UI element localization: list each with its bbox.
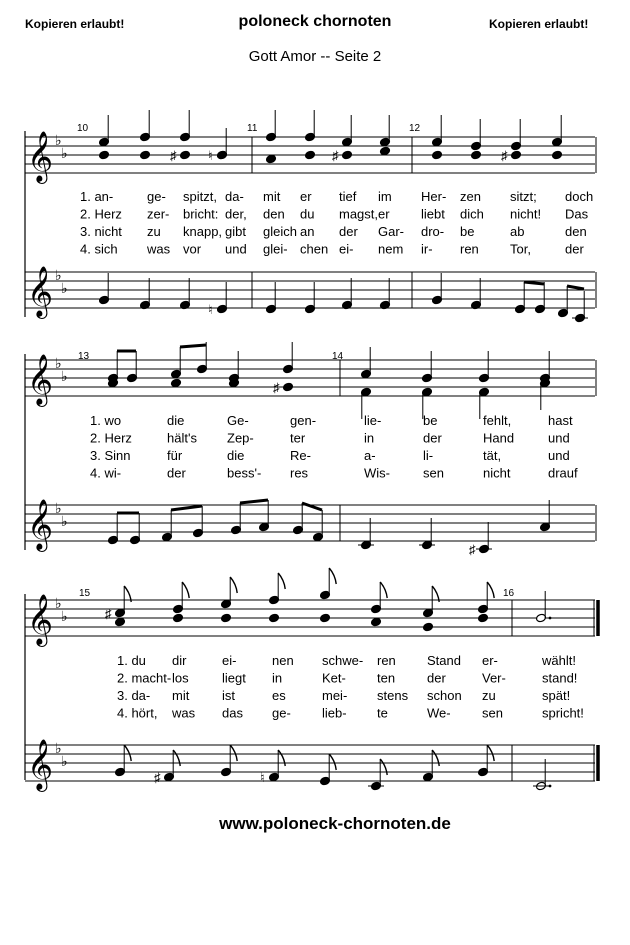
note (511, 119, 522, 151)
lyric-syllable: Tor, (510, 241, 531, 257)
note (105, 586, 131, 621)
note (469, 522, 492, 557)
flag (230, 577, 237, 593)
lyric-syllable: und (225, 241, 247, 257)
flat-icon: ♭ (55, 267, 62, 283)
natural-icon: ♮ (208, 302, 213, 317)
lyric-syllable: in (364, 430, 375, 446)
note (515, 282, 526, 314)
lyric-syllable: stand! (542, 670, 578, 686)
flag (487, 745, 494, 761)
beam (567, 286, 584, 289)
note (221, 577, 238, 609)
note (423, 750, 440, 782)
note (305, 150, 316, 160)
lyric-syllable: die (227, 448, 245, 463)
note (371, 617, 382, 627)
lyric-syllable: Stand (427, 653, 461, 668)
lyric-syllable: liebt (421, 206, 445, 222)
notehead (552, 150, 563, 160)
sharp-icon: ♯ (105, 606, 112, 621)
note (320, 613, 331, 623)
note (478, 613, 489, 623)
note (533, 759, 551, 791)
lyric-syllable: Ver- (482, 670, 506, 686)
notehead (371, 617, 382, 627)
staff (25, 500, 595, 552)
lyric-syllable: da- (225, 189, 244, 204)
note (432, 115, 443, 147)
lyric-syllable: ten (377, 670, 396, 686)
note (380, 115, 391, 147)
note (180, 278, 191, 310)
lyric-syllable: hält's (167, 430, 197, 446)
lyric-syllable: 2. macht- (117, 670, 172, 686)
lyric-syllable: drauf (548, 465, 578, 481)
lyric-syllable: es (272, 688, 286, 703)
note (130, 513, 141, 545)
lyric-syllable: tief (339, 189, 357, 204)
flat-icon: ♭ (61, 513, 68, 529)
beam (240, 500, 268, 503)
lyric-syllable: Gar- (378, 224, 404, 239)
notehead (99, 150, 110, 160)
notehead (266, 154, 277, 164)
note (432, 150, 443, 160)
measure-number: 10 (77, 123, 89, 134)
note (140, 110, 151, 142)
lyric-syllable: Zep- (227, 430, 254, 446)
note (193, 506, 204, 538)
lyric-syllable: Wis- (364, 465, 390, 481)
lyric-syllable: be (423, 413, 438, 428)
website-url[interactable]: www.poloneck-chornoten.de (219, 814, 451, 833)
staff (25, 595, 595, 647)
note (127, 351, 138, 383)
song-subtitle: Gott Amor -- Seite 2 (248, 48, 382, 65)
lyric-syllable: Her- (421, 189, 447, 204)
flat-icon: ♭ (61, 145, 68, 161)
flag (380, 759, 387, 775)
lyric-syllable: doch (565, 189, 594, 204)
measure-number: 14 (332, 351, 344, 362)
notehead (320, 613, 331, 623)
note (432, 273, 443, 305)
lyric-syllable: 1. wo (90, 413, 122, 428)
note (115, 617, 126, 627)
lyric-syllable: los (172, 670, 189, 686)
treble-clef-icon: 𝄞 (27, 595, 54, 644)
lyric-syllable: wählt! (542, 653, 576, 668)
note (342, 115, 353, 147)
note (305, 110, 316, 142)
beam (180, 345, 206, 347)
note (342, 278, 353, 310)
note (173, 613, 184, 623)
measure-number: 16 (503, 588, 515, 599)
note (422, 351, 433, 383)
note (162, 510, 173, 542)
lyric-syllable: Ket- (322, 670, 346, 686)
measure-number: 13 (78, 351, 90, 362)
beam (171, 506, 202, 510)
flat-icon: ♭ (61, 280, 68, 296)
measure-number: 15 (79, 588, 91, 599)
lyric-syllable: bricht: (183, 206, 219, 222)
note (208, 148, 227, 163)
note (293, 503, 304, 535)
notehead (221, 613, 232, 623)
note (305, 282, 316, 314)
flat-icon: ♭ (55, 132, 62, 148)
lyric-syllable: nicht! (510, 206, 542, 222)
notehead (283, 382, 294, 392)
lyric-syllable: hast (548, 413, 573, 428)
lyric-syllable: lie- (364, 413, 382, 428)
note (221, 613, 232, 623)
lyric-syllable: ren (460, 241, 479, 257)
flat-icon: ♭ (61, 608, 68, 624)
lyric-syllable: bess'- (227, 465, 262, 481)
flat-icon: ♭ (61, 753, 68, 769)
lyric-syllable: li- (423, 448, 434, 463)
lyric-syllable: Re- (290, 448, 311, 463)
note (471, 150, 482, 160)
lyric-syllable: chen (300, 241, 329, 257)
note (423, 586, 440, 618)
note (154, 750, 180, 785)
lyric-syllable: der, (225, 206, 247, 222)
notehead (471, 150, 482, 160)
lyric-syllable: das (222, 705, 243, 721)
notehead (269, 613, 280, 623)
note (313, 510, 324, 542)
note (108, 351, 119, 383)
note (423, 622, 434, 632)
lyric-syllable: zer- (147, 206, 170, 222)
notehead (305, 150, 316, 160)
lyric-syllable: We- (427, 705, 451, 721)
note (180, 110, 191, 142)
lyric-syllable: 3. da- (117, 688, 151, 703)
natural-icon: ♮ (208, 148, 213, 163)
lyric-syllable: res (290, 465, 309, 481)
notehead (173, 613, 184, 623)
beam (524, 282, 544, 284)
flag (329, 754, 336, 770)
lyric-syllable: der (427, 670, 446, 686)
sharp-icon: ♯ (469, 542, 476, 557)
lyric-syllable: gen- (290, 413, 317, 428)
note (320, 568, 337, 600)
lyric-syllable: ter (290, 430, 306, 446)
staff (25, 740, 595, 792)
lyric-syllable: ge- (147, 189, 166, 204)
flag (380, 582, 387, 598)
lyric-syllable: nem (378, 241, 404, 257)
flag (432, 750, 439, 766)
lyric-syllable: mit (172, 688, 190, 703)
notehead (115, 617, 126, 627)
lyric-syllable: spitzt, (183, 189, 217, 204)
beam (302, 503, 322, 510)
lyric-syllable: 3. nicht (80, 224, 122, 239)
note (170, 148, 190, 163)
note (368, 759, 387, 791)
lyric-syllable: sen (482, 705, 503, 721)
note (283, 342, 294, 374)
lyric-syllable: nicht (483, 465, 511, 481)
note (99, 115, 110, 147)
note (273, 380, 293, 395)
flat-icon: ♭ (55, 595, 62, 611)
notehead (380, 146, 391, 156)
flag (278, 750, 285, 766)
flag (230, 745, 237, 761)
note (558, 286, 569, 318)
sharp-icon: ♯ (332, 148, 339, 163)
note (266, 282, 277, 314)
lyric-syllable: er (300, 189, 312, 204)
note (471, 119, 482, 151)
lyric-syllable: der (423, 430, 442, 446)
lyric-syllable: nen (272, 653, 294, 668)
lyric-syllable: und (548, 430, 570, 446)
copy-permission-left: Kopieren erlaubt! (25, 17, 125, 31)
flag (124, 745, 131, 761)
lyric-syllable: ab (510, 224, 525, 239)
lyric-syllable: schon (427, 688, 462, 703)
dot (549, 617, 552, 620)
lyric-syllable: magst, (339, 206, 379, 222)
site-title: poloneck chornoten (238, 13, 392, 30)
note (471, 278, 482, 310)
lyric-syllable: glei- (263, 241, 288, 257)
lyric-syllable: be (460, 224, 475, 239)
lyric-syllable: fehlt, (483, 413, 512, 428)
lyric-syllable: Hand (483, 430, 515, 446)
lyric-syllable: mei- (322, 688, 348, 703)
lyric-syllable: zu (482, 688, 496, 703)
lyric-syllable: te (377, 705, 388, 721)
lyric-syllable: stens (377, 688, 409, 703)
lyric-syllable: und (548, 448, 570, 463)
lyric-syllable: spricht! (542, 705, 584, 721)
notehead (342, 150, 353, 160)
dot (549, 785, 552, 788)
lyric-syllable: a- (364, 448, 376, 463)
note (266, 154, 277, 164)
note (536, 591, 552, 623)
sharp-icon: ♯ (170, 148, 177, 163)
measure-number: 12 (409, 123, 421, 134)
lyric-syllable: sen (423, 465, 444, 481)
lyric-syllable: vor (183, 241, 202, 257)
note (535, 282, 546, 314)
sharp-icon: ♯ (154, 770, 161, 785)
notehead (423, 622, 434, 632)
notehead (140, 150, 151, 160)
lyric-syllable: 4. wi- (90, 465, 122, 481)
lyric-syllable: der (565, 241, 584, 257)
notehead (478, 613, 489, 623)
flag (278, 573, 285, 589)
lyric-syllable: spät! (542, 688, 571, 703)
lyric-syllable: mit (263, 189, 281, 204)
lyric-syllable: den (565, 224, 587, 239)
note (479, 351, 490, 383)
note (552, 150, 563, 160)
lyric-syllable: ge- (272, 705, 291, 721)
flag (487, 582, 494, 598)
notehead (180, 150, 191, 160)
note (229, 351, 240, 383)
notehead (511, 150, 522, 160)
lyric-syllable: ist (222, 688, 235, 703)
lyric-syllable: gibt (225, 224, 246, 239)
lyric-syllable: was (147, 241, 171, 257)
note (99, 150, 110, 160)
lyric-syllable: im (378, 189, 392, 204)
note (572, 291, 588, 323)
natural-icon: ♮ (260, 770, 265, 785)
measure-number: 11 (247, 123, 258, 134)
treble-clef-icon: 𝄞 (27, 740, 54, 789)
lyric-syllable: zen (460, 189, 481, 204)
lyric-syllable: ren (377, 653, 396, 668)
note (269, 613, 280, 623)
lyric-syllable: dro- (421, 224, 445, 239)
lyric-syllable: die (167, 413, 185, 428)
lyric-syllable: was (172, 705, 196, 721)
lyric-syllable: in (272, 670, 283, 686)
lyric-syllable: für (167, 448, 183, 463)
note (552, 115, 563, 147)
lyric-syllable: lieb- (322, 705, 347, 721)
note (540, 378, 551, 410)
lyric-syllable: 1. an- (80, 189, 114, 204)
note (266, 110, 277, 142)
flat-icon: ♭ (55, 740, 62, 756)
lyric-syllable: ei- (339, 241, 354, 257)
lyric-syllable: der (167, 465, 186, 481)
sharp-icon: ♯ (273, 380, 280, 395)
note (380, 278, 391, 310)
lyric-syllable: tät, (483, 448, 502, 463)
note (140, 150, 151, 160)
flag (173, 750, 180, 766)
lyric-syllable: 2. Herz (80, 206, 122, 222)
flat-icon: ♭ (61, 368, 68, 384)
lyric-syllable: gleich (263, 224, 297, 239)
note (231, 503, 242, 535)
lyric-syllable: 3. Sinn (90, 448, 131, 463)
note (501, 148, 521, 163)
note (108, 513, 119, 545)
treble-clef-icon: 𝄞 (27, 267, 54, 316)
note (171, 378, 182, 388)
lyric-syllable: knapp, (183, 224, 223, 239)
flat-icon: ♭ (55, 355, 62, 371)
lyric-syllable: er- (482, 653, 498, 668)
note (540, 351, 551, 383)
note (332, 148, 352, 163)
treble-clef-icon: 𝄞 (27, 500, 54, 549)
note (171, 347, 182, 379)
lyric-syllable: den (263, 206, 285, 222)
note (140, 278, 151, 310)
note (380, 146, 391, 156)
lyric-syllable: du (300, 206, 315, 222)
sharp-icon: ♯ (501, 148, 508, 163)
lyric-syllable: schwe- (322, 653, 364, 668)
flag (182, 582, 189, 598)
lyric-syllable: er (378, 206, 390, 222)
copy-permission-right: Kopieren erlaubt! (489, 17, 589, 31)
lyric-syllable: dich (460, 206, 484, 222)
lyric-syllable: Das (565, 206, 589, 222)
lyric-syllable: 2. Herz (90, 430, 132, 446)
treble-clef-icon: 𝄞 (27, 355, 54, 404)
flag (329, 568, 336, 584)
note (260, 750, 285, 785)
lyric-syllable: Ge- (227, 413, 249, 428)
lyric-syllable: zu (147, 224, 161, 239)
lyric-syllable: sitzt; (510, 189, 537, 204)
notehead (432, 150, 443, 160)
lyric-syllable: liegt (222, 670, 246, 686)
notehead (171, 378, 182, 388)
note (361, 347, 372, 379)
treble-clef-icon: 𝄞 (27, 132, 54, 181)
lyric-syllable: 4. hört, (117, 705, 158, 721)
lyric-syllable: 1. du (117, 653, 146, 668)
lyric-syllable: an (300, 224, 315, 239)
flat-icon: ♭ (55, 500, 62, 516)
lyric-syllable: dir (172, 653, 187, 668)
lyric-syllable: ir- (421, 241, 433, 257)
lyric-syllable: der (339, 224, 358, 239)
lyric-syllable: ei- (222, 653, 237, 668)
note (99, 273, 110, 305)
lyric-syllable: 4. sich (80, 241, 118, 257)
